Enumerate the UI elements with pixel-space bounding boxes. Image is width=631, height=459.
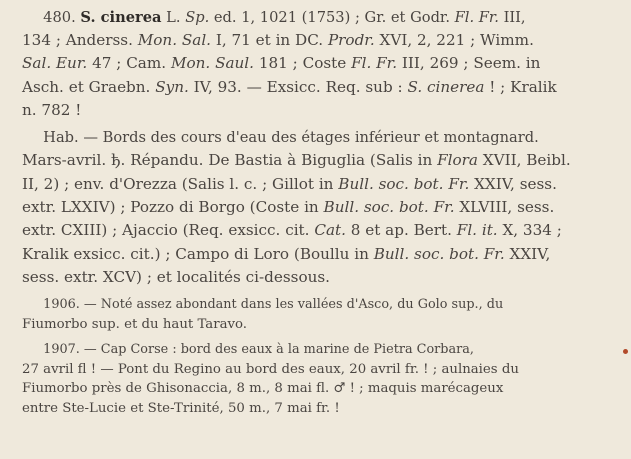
habitat-line-7: sess. extr. XCV) ; et localités ci-dessous.	[22, 267, 331, 286]
obs-1906-line-1: 1906. — Noté assez abondant dans les vallées d'Asco, du Golo sup., du	[43, 297, 504, 313]
obs-1907-line-3: Fiumorbo près de Ghisonaccia, 8 m., 8 mai fl. ♂ ! ; maquis marécageux	[22, 381, 504, 397]
species-entry	[22, 6, 617, 122]
habitat-line-6: Kralik exsicc. cit.) ; Campo di Loro (Boullu in Bull. soc. bot. Fr. XXIV,	[22, 244, 551, 263]
obs-1907-line-4: entre Ste-Lucie et Ste-Trinité, 50 m., 7 mai fr. !	[22, 401, 340, 417]
habitat-line-2: Mars-avril. ђ. Répandu. De Bastia à Biguglia (Salis in Flora XVII, Beibl.	[22, 151, 571, 170]
obs-1907-line-2: 27 avril fl ! — Pont du Regino au bord des eaux, 20 avril fr. ! ; aulnaies du	[22, 361, 519, 377]
entry-line-2: 134 ; Anderss. Mon. Sal. I, 71 et in DC. Prodr. XVI, 2, 221 ; Wimm.	[22, 31, 534, 50]
habitat-line-5: extr. CXIII) ; Ajaccio (Req. exsicc. cit. Cat. 8 et ap. Bert. Fl. it. X, 334 ;	[22, 221, 562, 240]
entry-line-3: Sal. Eur. 47 ; Cam. Mon. Saul. 181 ; Coste Fl. Fr. III, 269 ; Seem. in	[22, 54, 541, 73]
species-name: S. cinerea	[80, 8, 162, 26]
entry-line-1: 480. S. cinerea L. Sp. ed. 1, 1021 (1753) ; Gr. et Godr. Fl. Fr. III,	[43, 8, 526, 26]
entry-line-5: n. 782 !	[22, 100, 82, 119]
habitat-line-4: extr. LXXIV) ; Pozzo di Borgo (Coste in Bull. soc. bot. Fr. XLVIII, sess.	[22, 197, 555, 216]
margin-dot-icon	[623, 349, 628, 354]
obs-1906-line-2: Fiumorbo sup. et du haut Taravo.	[22, 316, 248, 332]
observation-1907	[22, 340, 617, 418]
entry-line-4: Asch. et Graebn. Syn. IV, 93. — Exsicc. Req. sub : S. cinerea ! ; Kralik	[22, 77, 557, 96]
habitat-line-1: Hab. — Bords des cours d'eau des étages inférieur et montagnard.	[43, 128, 539, 147]
observation-1906	[22, 295, 617, 334]
shrub-symbol-icon: ђ	[111, 151, 121, 170]
obs-1907-line-1: 1907. — Cap Corse : bord des eaux à la marine de Pietra Corbara,	[43, 342, 474, 358]
habitat-line-3: II, 2) ; env. d'Orezza (Salis l. c. ; Gillot in Bull. soc. bot. Fr. XXIV, sess.	[22, 174, 557, 193]
habitat-paragraph	[22, 126, 617, 289]
entry-number: 480.	[43, 8, 76, 26]
